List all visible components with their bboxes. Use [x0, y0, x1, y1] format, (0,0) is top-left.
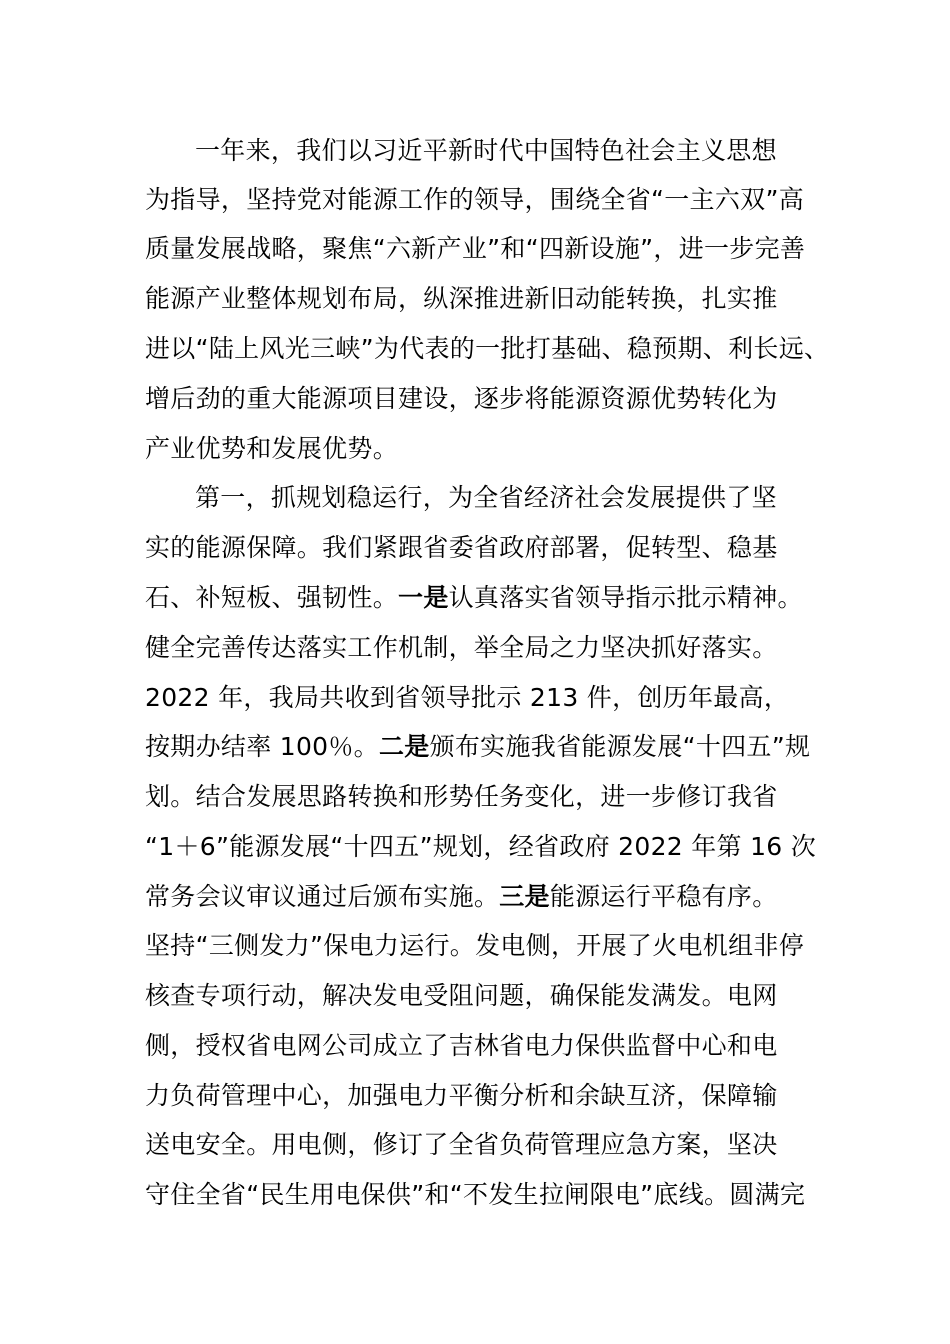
paragraph-line: 侧，授权省电网公司成立了吉林省电力保供监督中心和电	[145, 1031, 778, 1060]
paragraph-line: 坚持“三侧发力”保电力运行。发电侧，开展了火电机组非停	[145, 931, 805, 960]
paragraph-line: 产业优势和发展优势。	[145, 434, 399, 463]
line-text: 石、补短板、强韧性。	[145, 583, 399, 612]
paragraph-line: 增后劲的重大能源项目建设，逐步将能源资源优势转化为	[145, 384, 778, 413]
paragraph-line	[145, 722, 810, 772]
line-text: 颁布实施我省能源发展“十四五”规	[429, 732, 811, 761]
paragraph-line: 实的能源保障。我们紧跟省委省政府部署，促转型、稳基	[145, 533, 778, 562]
paragraph-line: 进以“陆上风光三峡”为代表的一批打基础、稳预期、利长远、	[145, 334, 830, 363]
bold-marker: 三是	[499, 882, 550, 911]
paragraph-line: 划。结合发展思路转换和形势任务变化，进一步修订我省	[145, 782, 778, 811]
paragraph-line: 第一，抓规划稳运行，为全省经济社会发展提供了坚	[195, 483, 777, 512]
paragraph-line: 一年来，我们以习近平新时代中国特色社会主义思想	[195, 136, 777, 165]
line-text: 常务会议审议通过后颁布实施。	[145, 882, 500, 911]
paragraph-line: 健全完善传达落实工作机制，举全局之力坚决抓好落实。	[145, 633, 778, 662]
paragraph-line: 2022 年，我局共收到省领导批示 213 件，创历年最高，	[145, 683, 790, 712]
paragraph-line: 送电安全。用电侧，修订了全省负荷管理应急方案，坚决	[145, 1130, 778, 1159]
bold-marker: 一是	[398, 583, 449, 612]
paragraph-line: “1＋6”能源发展“十四五”规划，经省政府 2022 年第 16 次	[145, 832, 817, 861]
line-text: 认真落实省领导指示批示精神。	[448, 583, 803, 612]
paragraph-line: 力负荷管理中心，加强电力平衡分析和余缺互济，保障输	[145, 1081, 778, 1110]
paragraph-line: 能源产业整体规划布局，纵深推进新旧动能转换，扎实推	[145, 284, 778, 313]
paragraph-line: 为指导，坚持党对能源工作的领导，围绕全省“一主六双”高	[145, 185, 805, 214]
paragraph-line: 质量发展战略，聚焦“六新产业”和“四新设施”，进一步完善	[145, 234, 806, 263]
paragraph-line	[145, 872, 778, 922]
paragraph-line	[145, 573, 803, 623]
bold-marker: 二是	[378, 732, 430, 761]
line-text: 按期办结率 100％。	[145, 732, 379, 761]
line-text: 能源运行平稳有序。	[549, 882, 778, 911]
paragraph-line: 守住全省“民生用电保供”和“不发生拉闸限电”底线。圆满完	[145, 1180, 806, 1209]
paragraph-line: 核查专项行动，解决发电受阻问题，确保能发满发。电网	[145, 981, 778, 1010]
